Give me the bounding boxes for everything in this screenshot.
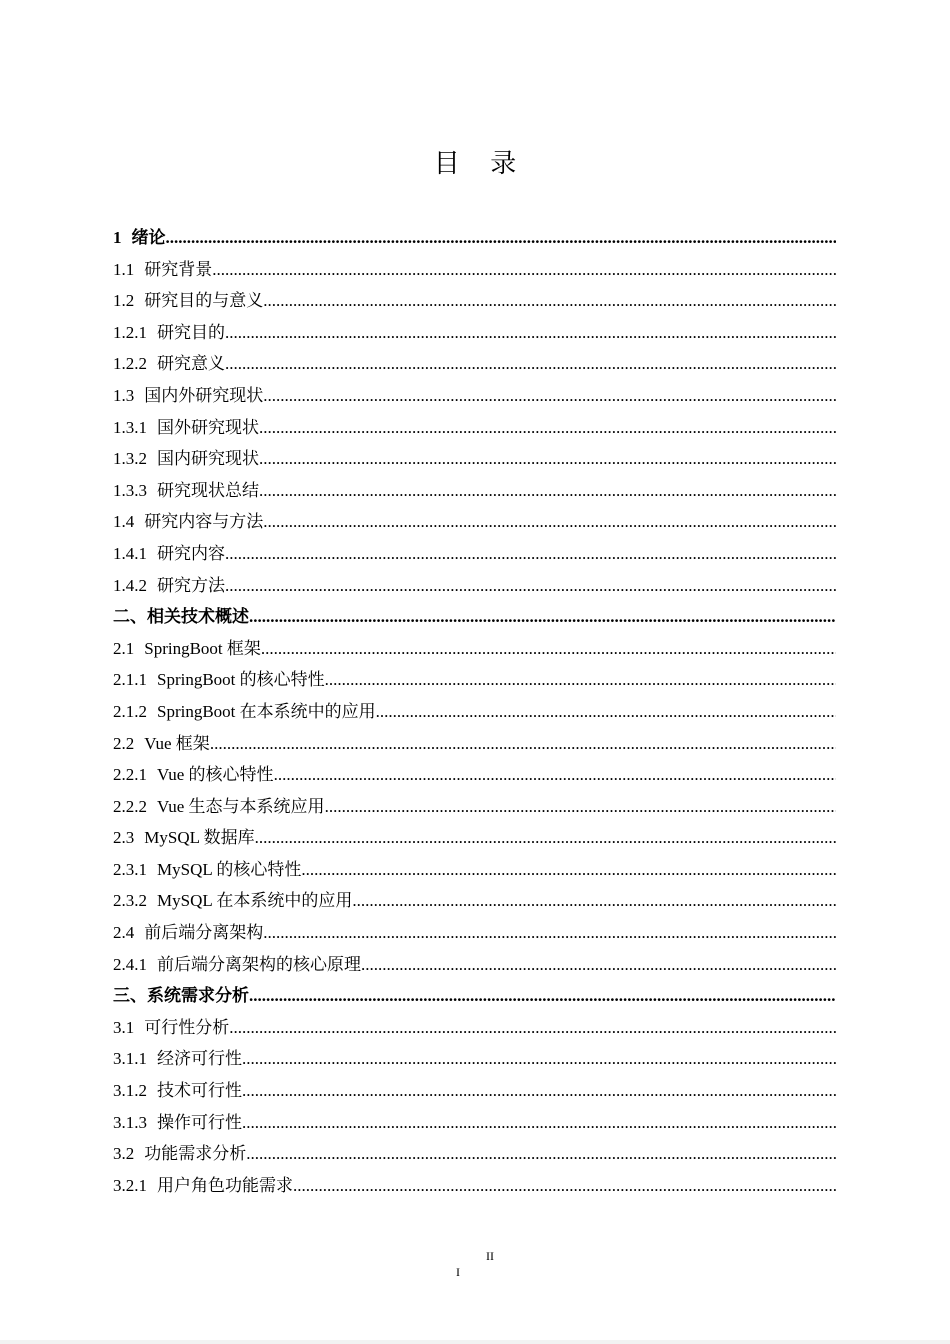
toc-dot-leader [210,728,836,760]
toc-entry-number: 1.2.1 [113,322,147,342]
toc-entry-number: 2.1.1 [113,670,147,690]
toc-entry[interactable] [113,917,836,949]
toc-dot-leader [255,822,836,854]
toc-dot-leader [212,254,836,286]
toc-entry-number: 2.4.1 [113,954,147,974]
toc-dot-leader [259,412,836,444]
toc-entry-title: 国内研究现状 [157,449,259,469]
toc-entry[interactable] [113,1170,836,1202]
toc-entry[interactable] [113,759,836,791]
toc-entry[interactable] [113,1075,836,1107]
toc-entry[interactable] [113,475,836,507]
toc-entry-number: 1.3.2 [113,449,147,469]
toc-entry[interactable] [113,728,836,760]
toc-entry-number: 1.4.2 [113,575,147,595]
toc-entry-title: 研究内容 [157,543,225,563]
toc-dot-leader [261,633,836,665]
toc-entry-title: 前后端分离架构的核心原理 [157,954,361,974]
toc-entry-title: 技术可行性 [157,1081,242,1101]
toc-entry-title: 二、相关技术概述 [113,607,249,627]
toc-entry-number: 3.1.2 [113,1081,147,1101]
toc-entry[interactable] [113,949,836,981]
toc-dot-leader [225,538,836,570]
toc-dot-leader [274,759,836,791]
toc-entry[interactable] [113,570,836,602]
toc-entry-title: 操作可行性 [157,1112,242,1132]
toc-entry[interactable] [113,1043,836,1075]
toc-dot-leader [361,949,836,981]
toc-entry[interactable] [113,664,836,696]
toc-entry-title: MySQL 的核心特性 [157,859,302,879]
toc-dot-leader [225,570,836,602]
toc-entry-title: 国内外研究现状 [144,385,264,405]
toc-entry-title: 国外研究现状 [157,417,259,437]
toc-entry-number: 2.4 [113,923,135,943]
toc-dot-leader [263,506,836,538]
toc-entry-number: 3.1.3 [113,1112,147,1132]
toc-entry-title: Vue 的核心特性 [157,765,274,785]
page-bottom-edge [0,1340,950,1344]
toc-entry-number: 2.3 [113,828,135,848]
toc-dot-leader [263,917,836,949]
toc-entry[interactable] [113,822,836,854]
toc-entry-number: 2.2.2 [113,796,147,816]
toc-entry-number: 1.3.3 [113,480,147,500]
toc-entry-number: 1.3.1 [113,417,147,437]
toc-entry-title: SpringBoot 在本系统中的应用 [157,701,376,721]
toc-entry[interactable] [113,1107,836,1139]
toc-dot-leader [225,317,836,349]
toc-entry[interactable] [113,1138,836,1170]
toc-entry[interactable] [113,601,836,633]
toc-entry-number: 3.2.1 [113,1175,147,1195]
page-title: 目 录 [433,149,529,178]
toc-entry-title: 研究方法 [157,575,225,595]
toc-dot-leader [301,854,836,886]
toc-entry-number: 2.2.1 [113,765,147,785]
toc-entry-title: 研究目的 [157,322,225,342]
toc-entry-number: 2.1 [113,638,135,658]
toc-dot-leader [225,348,836,380]
toc-entry-title: 研究意义 [157,354,225,374]
toc-dot-leader [325,791,836,823]
page-number-lower: I [456,1265,460,1279]
toc-entry-number: 3.2 [113,1144,135,1164]
toc-dot-leader [249,980,836,1012]
toc-entry-title: 用户角色功能需求 [157,1175,293,1195]
toc-dot-leader [259,475,836,507]
toc-entry[interactable] [113,317,836,349]
toc-dot-leader [325,664,836,696]
toc-entry-title: MySQL 在本系统中的应用 [157,891,353,911]
toc-entry-title: 功能需求分析 [144,1144,247,1164]
table-of-contents [113,222,836,1201]
toc-dot-leader [249,601,836,633]
toc-dot-leader [229,1012,836,1044]
toc-entry[interactable] [113,980,836,1012]
toc-entry[interactable] [113,506,836,538]
toc-dot-leader [259,443,836,475]
toc-dot-leader [263,285,836,317]
toc-entry-number: 2.3.2 [113,891,147,911]
page-number-upper: II [486,1249,494,1263]
toc-entry[interactable] [113,696,836,728]
toc-dot-leader [242,1107,836,1139]
toc-entry-title: Vue 生态与本系统应用 [157,796,325,816]
toc-dot-leader [242,1075,836,1107]
toc-entry-number: 3.1 [113,1017,135,1037]
toc-dot-leader [166,222,837,254]
toc-entry[interactable] [113,348,836,380]
toc-entry-title: 研究目的与意义 [144,291,264,311]
toc-dot-leader [246,1138,836,1170]
toc-entry[interactable] [113,791,836,823]
toc-entry-title: 研究现状总结 [157,480,259,500]
toc-dot-leader [263,380,836,412]
toc-entry[interactable] [113,254,836,286]
toc-entry[interactable] [113,380,836,412]
toc-entry-number: 2.1.2 [113,701,147,721]
toc-entry-title: 三、系统需求分析 [113,986,249,1006]
toc-entry-title: 绪论 [131,228,166,247]
toc-entry-number: 1.2 [113,291,135,311]
toc-entry-number: 3.1.1 [113,1049,147,1069]
toc-entry-title: SpringBoot 的核心特性 [157,670,325,690]
toc-entry[interactable] [113,885,836,917]
toc-entry[interactable] [113,538,836,570]
toc-entry-number: 1.4 [113,512,135,532]
toc-entry-title: 研究内容与方法 [144,512,264,532]
toc-entry[interactable] [113,854,836,886]
toc-entry-title: 研究背景 [144,259,213,279]
toc-entry-title: 可行性分析 [144,1017,230,1037]
toc-dot-leader [352,885,836,917]
toc-entry-number: 1.4.1 [113,543,147,563]
toc-dot-leader [376,696,836,728]
toc-entry-number: 1.3 [113,385,135,405]
toc-entry[interactable] [113,412,836,444]
toc-entry-title: 前后端分离架构 [144,923,264,943]
toc-dot-leader [293,1170,836,1202]
toc-dot-leader [242,1043,836,1075]
toc-entry-title: SpringBoot 框架 [144,638,261,658]
toc-entry[interactable] [113,285,836,317]
toc-entry[interactable] [113,222,836,254]
toc-entry[interactable] [113,633,836,665]
toc-entry-number: 1 [113,228,122,247]
toc-entry-title: Vue 框架 [144,733,210,753]
toc-entry-number: 1.1 [113,259,135,279]
toc-entry-number: 2.3.1 [113,859,147,879]
toc-entry-title: MySQL 数据库 [144,828,255,848]
toc-entry[interactable] [113,443,836,475]
toc-entry-title: 经济可行性 [157,1049,242,1069]
toc-entry-number: 1.2.2 [113,354,147,374]
toc-entry-number: 2.2 [113,733,135,753]
toc-entry[interactable] [113,1012,836,1044]
